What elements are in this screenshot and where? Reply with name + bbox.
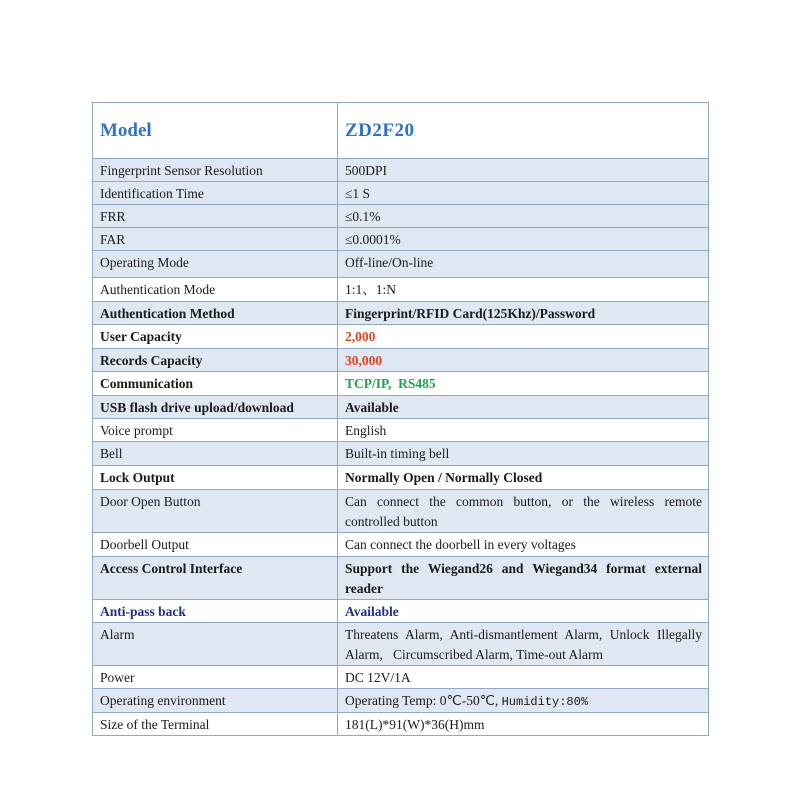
table-row [93,466,709,490]
spec-table [92,102,709,736]
spec-label: Authentication Mode [93,278,338,302]
spec-value: Available [338,600,709,623]
table-row [93,442,709,466]
spec-value: Can connect the doorbell in every voltages [338,533,709,557]
table-row [93,251,709,278]
table-row [93,623,709,666]
spec-value: Normally Open / Normally Closed [338,466,709,490]
spec-label: USB flash drive upload/download [93,396,338,419]
model-label: Model [93,103,338,159]
spec-label: Operating environment [93,689,338,713]
table-row [93,713,709,736]
spec-label: FRR [93,205,338,228]
spec-value: 30,000 [338,349,709,372]
spec-value: ≤0.1% [338,205,709,228]
table-row [93,689,709,713]
spec-value: DC 12V/1A [338,666,709,689]
spec-label: FAR [93,228,338,251]
spec-value: 1:1、1:N [338,278,709,302]
table-row [93,302,709,325]
spec-label: Fingerprint Sensor Resolution [93,159,338,182]
spec-value: ≤1 S [338,182,709,205]
table-row [93,600,709,623]
spec-label: Access Control Interface [93,557,338,600]
spec-value: 2,000 [338,325,709,349]
spec-value: Off-line/On-line [338,251,709,278]
spec-value: Available [338,396,709,419]
table-row [93,182,709,205]
spec-label: Authentication Method [93,302,338,325]
spec-label: Operating Mode [93,251,338,278]
model-value: ZD2F20 [338,103,709,159]
table-row [93,278,709,302]
table-row [93,349,709,372]
spec-label: User Capacity [93,325,338,349]
table-header-row [93,103,709,159]
spec-value: 181(L)*91(W)*36(H)mm [338,713,709,736]
table-row [93,419,709,442]
spec-label: Records Capacity [93,349,338,372]
spec-value [338,689,709,713]
spec-value: Threatens Alarm, Anti-dismantlement Alarm, Unlock Illegally Alarm, Circumscribed Alarm, Time-out Alarm [338,623,709,666]
table-row [93,557,709,600]
spec-value: English [338,419,709,442]
spec-label: Identification Time [93,182,338,205]
table-row [93,666,709,689]
table-row [93,533,709,557]
spec-value: TCP/IP, RS485 [338,372,709,396]
spec-label: Size of the Terminal [93,713,338,736]
spec-value: Built-in timing bell [338,442,709,466]
spec-label: Voice prompt [93,419,338,442]
spec-label: Doorbell Output [93,533,338,557]
spec-label: Communication [93,372,338,396]
spec-value: Fingerprint/RFID Card(125Khz)/Password [338,302,709,325]
spec-label: Lock Output [93,466,338,490]
table-row [93,325,709,349]
table-row [93,205,709,228]
operating-temp-value: Operating Temp: 0℃-50℃, [345,693,499,708]
spec-value: 500DPI [338,159,709,182]
spec-value: ≤0.0001% [338,228,709,251]
spec-label: Bell [93,442,338,466]
spec-label: Door Open Button [93,490,338,533]
spec-value: Can connect the common button, or the wireless remote controlled button [338,490,709,533]
spec-label: Power [93,666,338,689]
spec-value: Support the Wiegand26 and Wiegand34 format external reader [338,557,709,600]
table-row [93,490,709,533]
table-row [93,159,709,182]
table-row [93,372,709,396]
spec-label: Anti-pass back [93,600,338,623]
humidity-value: Humidity:80% [501,695,589,709]
spec-label: Alarm [93,623,338,666]
table-row [93,228,709,251]
table-row [93,396,709,419]
